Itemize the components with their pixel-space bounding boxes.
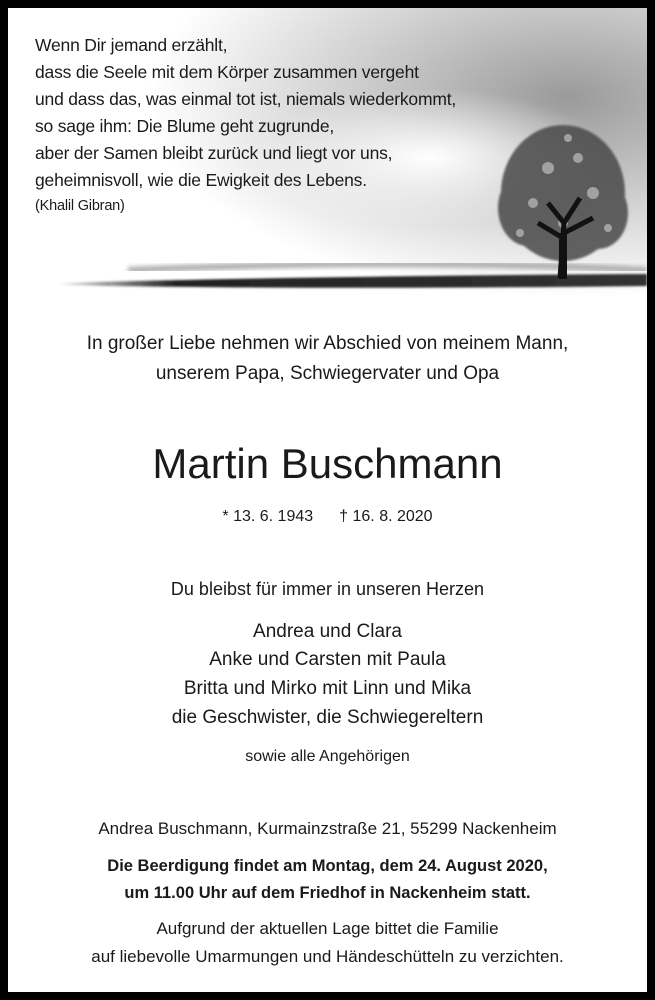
address: Andrea Buschmann, Kurmainzstraße 21, 55299 Nackenheim bbox=[98, 819, 557, 838]
poem-line: aber der Samen bleibt zurück und liegt vor uns, bbox=[35, 143, 393, 163]
intro-line: unserem Papa, Schwiegervater und Opa bbox=[155, 363, 500, 384]
obituary-notice bbox=[8, 8, 647, 992]
poem-line: geheimnisvoll, wie die Ewigkeit des Lebens. bbox=[35, 170, 367, 190]
tree-landscape-image bbox=[8, 8, 647, 298]
motto: Du bleibst für immer in unseren Herzen bbox=[170, 579, 485, 599]
mourner-line: Anke und Carsten mit Paula bbox=[209, 649, 446, 670]
poem-line: und dass das, was einmal tot ist, niemals wiederkommt, bbox=[35, 89, 457, 109]
notice-line: Aufgrund der aktuellen Lage bittet die Familie bbox=[156, 919, 499, 938]
mourner-line: Andrea und Clara bbox=[253, 621, 402, 642]
poem-author: (Khalil Gibran) bbox=[35, 198, 125, 214]
deceased-name: Martin Buschmann bbox=[152, 440, 503, 487]
poem bbox=[35, 32, 456, 218]
mourner-line: Britta und Mirko mit Linn und Mika bbox=[183, 678, 472, 699]
notice-line: auf liebevolle Umarmungen und Händeschütteln zu verzichten. bbox=[91, 947, 564, 966]
funeral-line: Die Beerdigung findet am Montag, dem 24. August 2020, bbox=[107, 857, 548, 875]
poem-line: Wenn Dir jemand erzählt, bbox=[35, 35, 228, 55]
birth-date: * 13. 6. 1943 bbox=[222, 508, 314, 525]
mourner-line: die Geschwister, die Schwiegereltern bbox=[171, 707, 484, 728]
death-date: † 16. 8. 2020 bbox=[339, 508, 433, 525]
intro-line: In großer Liebe nehmen wir Abschied von meinem Mann, bbox=[86, 333, 569, 354]
life-dates bbox=[8, 508, 647, 526]
relatives: sowie alle Angehörigen bbox=[245, 748, 410, 765]
poem-line: dass die Seele mit dem Körper zusammen vergeht bbox=[35, 62, 419, 82]
funeral-line: um 11.00 Uhr auf dem Friedhof in Nackenheim statt. bbox=[124, 884, 531, 902]
poem-line: so sage ihm: Die Blume geht zugrunde, bbox=[35, 116, 335, 136]
